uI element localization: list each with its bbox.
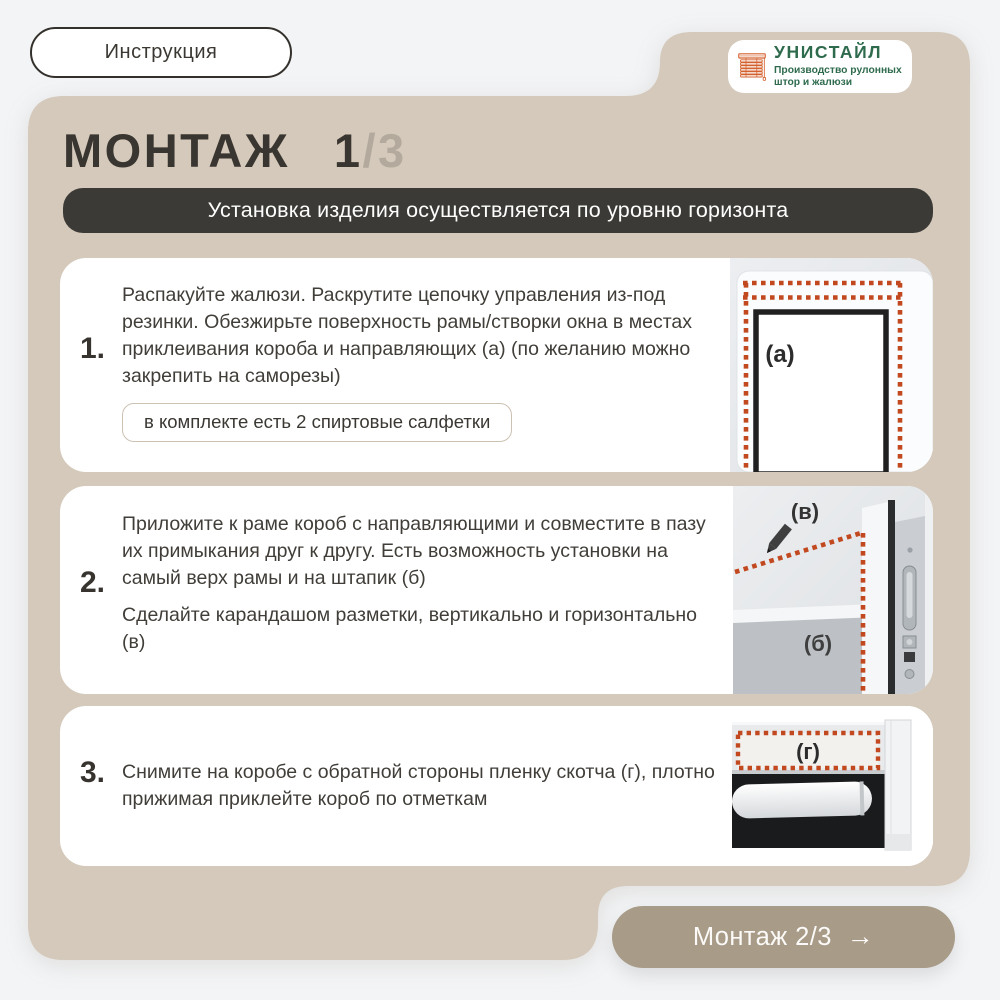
cassette-tape-image	[732, 706, 933, 866]
step-1-note: в комплекте есть 2 спиртовые салфетки	[122, 403, 512, 442]
step-3-number: 3.	[80, 756, 106, 789]
step-3-text: Снимите на коробе с обратной стороны пленку скотча (г), плотно прижимая приклейте короб по отметкам	[122, 761, 715, 810]
step-1-number: 1.	[80, 332, 106, 365]
step-card-1	[60, 258, 933, 472]
blinds-icon	[737, 47, 767, 87]
step-1-body	[122, 258, 723, 472]
step-2-text-1: Приложите к раме короб с направляющими и совместите в пазу их примыкания друг к другу. Есть возможность установки на самый верх рамы и на штапик (б)	[122, 513, 706, 589]
step-2-text-2: Сделайте карандашом разметки, вертикально и горизонтально (в)	[122, 604, 697, 653]
label-b: (б)	[803, 631, 833, 656]
step-current: 1	[333, 124, 363, 177]
next-page-button[interactable]	[612, 906, 955, 968]
step-2-body	[122, 486, 723, 694]
page-title	[63, 123, 407, 178]
step-2-illustration	[733, 486, 933, 694]
step-1-text: Распакуйте жалюзи. Раскрутите цепочку управления из-под резинки. Обезжирьте поверхность рамы/створки окна в местах приклеивания короба и направляющих (а) (по желанию можно закрепить на саморезы)	[122, 284, 693, 387]
frame-marking-image	[733, 486, 933, 694]
label-v: (в)	[790, 499, 820, 524]
roller-tube	[732, 781, 872, 819]
step-3-body	[122, 706, 723, 866]
end-bracket	[885, 720, 911, 850]
logo-text	[774, 44, 904, 89]
level-banner	[63, 188, 933, 233]
logo	[728, 40, 912, 93]
logo-name: УНИСТАЙЛ	[774, 42, 883, 63]
instruction-badge-label: Инструкция	[104, 41, 218, 63]
step-2-number: 2.	[80, 566, 106, 599]
page-title-text: МОНТАЖ	[63, 124, 290, 177]
step-1-illustration	[730, 258, 933, 472]
instruction-badge[interactable]	[30, 27, 292, 78]
step-total: /3	[362, 124, 407, 177]
arrow-right-icon: →	[846, 920, 875, 951]
label-g: (г)	[796, 739, 820, 764]
logo-subtitle: Производство рулонных штор и жалюзи	[774, 64, 902, 88]
glass-frame	[756, 312, 886, 472]
step-card-2	[60, 486, 933, 694]
frame-edge	[862, 502, 888, 694]
step-card-3	[60, 706, 933, 866]
step-3-illustration	[732, 706, 933, 866]
level-banner-text: Установка изделия осуществляется по уровню горизонта	[207, 198, 789, 222]
label-a: (а)	[765, 341, 795, 368]
window-frame-image	[730, 258, 933, 472]
next-page-label: Монтаж 2/3	[692, 922, 832, 951]
